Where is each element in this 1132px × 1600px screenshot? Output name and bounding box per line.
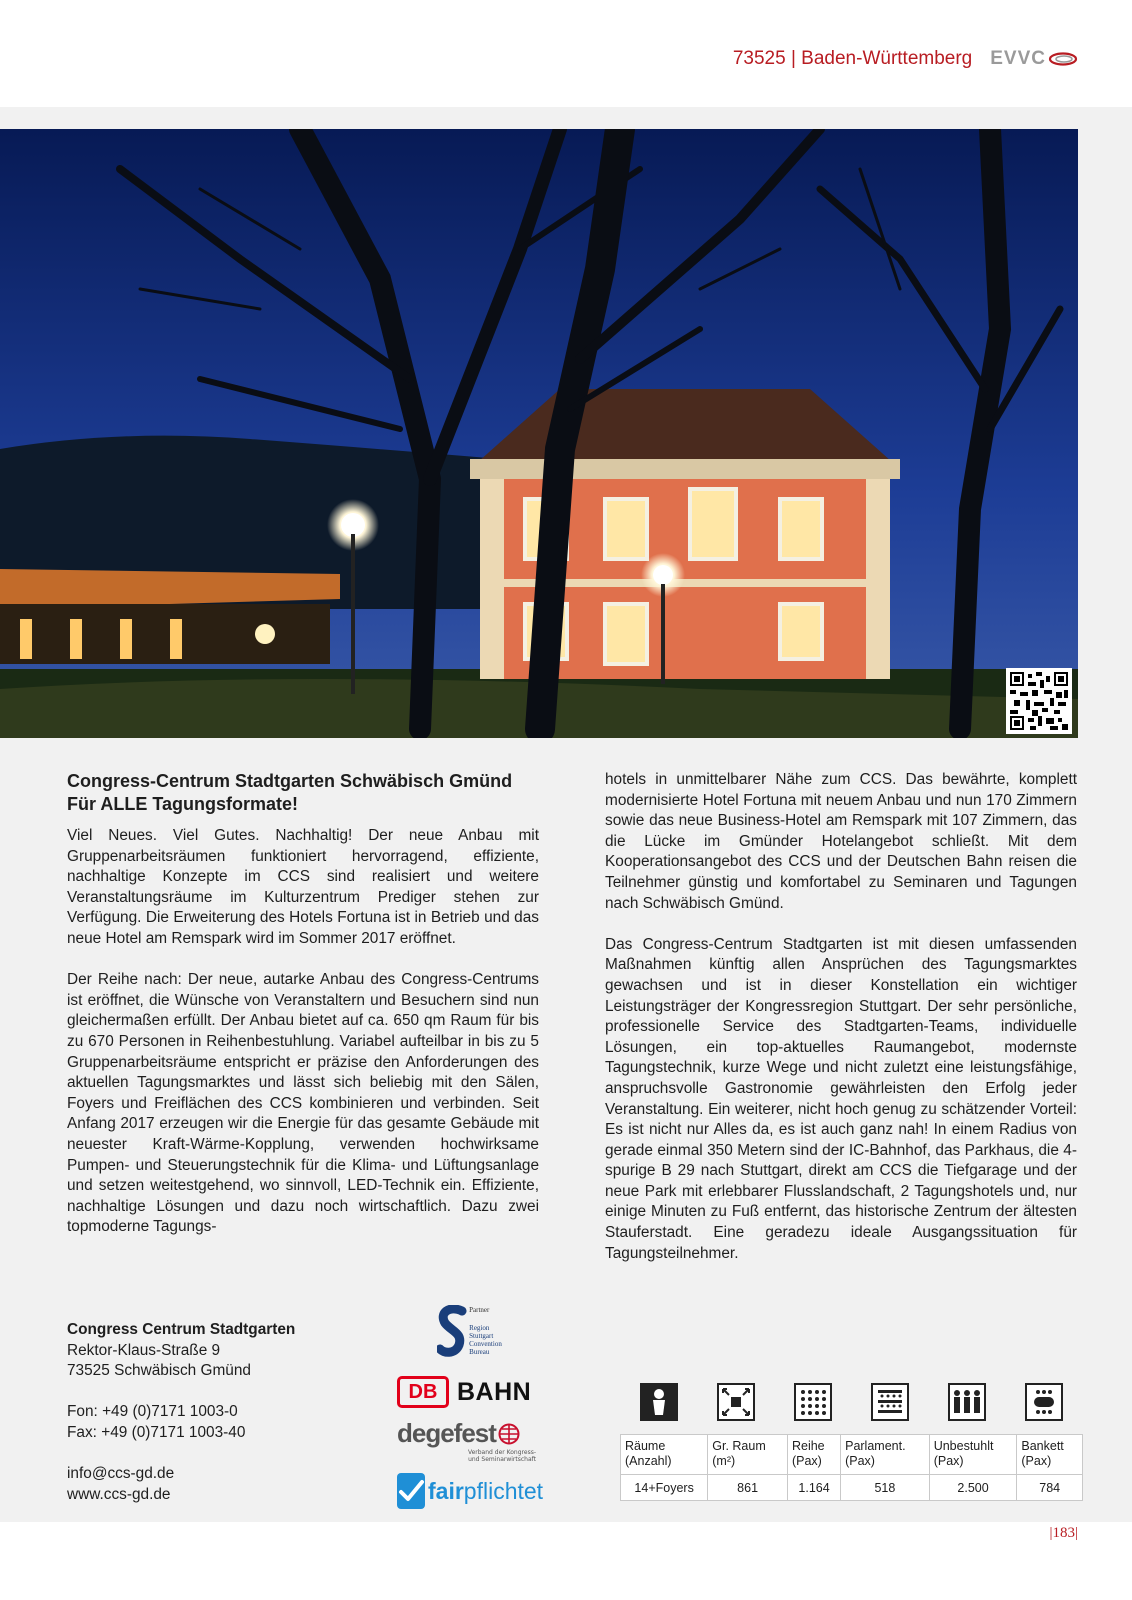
facility-icons-row — [620, 1383, 1083, 1421]
room-size-icon — [717, 1383, 755, 1421]
db-mark: DB — [397, 1376, 449, 1408]
table-header-cell: Bankett (Pax) — [1017, 1435, 1083, 1475]
partner-logos — [397, 1302, 542, 1509]
rscb-s-mark-icon — [437, 1305, 467, 1357]
table-cell: 784 — [1017, 1475, 1083, 1501]
contact-email-link[interactable]: info@ccs-gd.de — [67, 1465, 175, 1483]
table-row — [621, 1475, 1083, 1501]
table-cell: 14+Foyers — [621, 1475, 708, 1501]
article-paragraph: hotels in unmittelbarer Nähe zum CCS. Das bewährte, komplett modernisierte Hotel Fortuna mit neuem Anbau und nun 170 Zimmern sowie das neue Business-Hotel am Remspark mit 107 Zimmern, das die Lücke im Gmünder Hotelangebot schließt. Mit dem Kooperationsangebot des CCS und der Deutschen Bahn reisen die Teilnehmer günstig und komfortabel zu Seminaren und Tagungen nach Schwäbisch Gmünd. — [605, 771, 1077, 912]
article-paragraph: Das Congress-Centrum Stadtgarten ist mit diesen umfassenden Maßnahmen künftig allen Ansprüchen des Tagungsmarktes gewachsen und ist in dieser Konstellation ein wichtiger Leistungsträger der Kongressregion Stuttgart. Der sehr persönliche, professionelle Service des Stadtgarten-Teams, individuelle Lösungen, ein top-aktuelles Raumangebot, modernste Tagungstechnik, kurze Wege und nicht zuletzt eine leistungsfähige, anspruchsvolle Gastronomie gewährleisten den Erfolg jeder Veranstaltung. Ein weiterer, nicht hoch genug zu schätzender Vorteil: Es ist nicht nur Alles da, es ist auch ganz nah! In einem Radius von gerade einmal 350 Metern sind der IC-Bahnhof, das Parkhaus, die 4-spurige B 29 nach Stuttgart, direkt am CCS die Tiefgarage und der neue Park mit erlebbarer Flusslandschaft, 2 Tagungshotels und, nur einige Minuten zu Fuß entfernt, das historische Zentrum der ältesten Stauferstadt. Eine geradezu ideale Ausgangssituation für Tagungsteilnehmer. — [605, 935, 1077, 1262]
parliament-seating-icon — [871, 1383, 909, 1421]
table-header-cell: Räume (Anzahl) — [621, 1435, 708, 1475]
page-header — [733, 48, 1078, 70]
article-headline: Congress-Centrum Stadtgarten Schwäbisch Gmünd Für ALLE Tagungsformate! — [67, 771, 513, 814]
contact-name: Congress Centrum Stadtgarten — [67, 1321, 296, 1338]
contact-city: 73525 Schwäbisch Gmünd — [67, 1362, 251, 1380]
table-header-cell: Gr. Raum (m²) — [708, 1435, 788, 1475]
db-bahn-logo — [397, 1376, 542, 1408]
table-cell: 2.500 — [929, 1475, 1017, 1501]
night-building-illustration — [0, 129, 1078, 738]
db-wordmark: BAHN — [457, 1377, 532, 1406]
venue-photo — [0, 129, 1078, 738]
single-person-icon — [640, 1383, 678, 1421]
contact-block — [67, 1320, 295, 1505]
table-header-cell: Parlament. (Pax) — [841, 1435, 930, 1475]
contact-phone[interactable]: Fon: +49 (0)7171 1003-0 — [67, 1403, 238, 1421]
evvc-logo: EVVC — [990, 48, 1078, 70]
contact-street: Rektor-Klaus-Straße 9 — [67, 1341, 221, 1359]
facility-facts-table — [620, 1434, 1083, 1501]
table-cell: 1.164 — [787, 1475, 840, 1501]
table-cell: 518 — [841, 1475, 930, 1501]
degefest-logo: degefest Verband der Kongress- und Seminarwirtschaft — [397, 1418, 536, 1463]
article-paragraph: Viel Neues. Viel Gutes. Nachhaltig! Der neue Anbau mit Gruppenarbeitsräumen funktioniert hervorragend, effiziente, nachhaltige Konzepte im CCS sind realisiert und weitere Veranstaltungsräume im Kulturzentrum Prediger stehen zur Verfügung. Die Erweiterung des Hotels Fortuna ist in Betrieb und das neue Hotel am Remspark wird im Sommer 2017 eröffnet. — [67, 827, 539, 947]
row-seating-icon — [794, 1383, 832, 1421]
table-header-row — [621, 1435, 1083, 1475]
article-paragraph: Der Reihe nach: Der neue, autarke Anbau des Congress-Centrums ist eröffnet, die Wünsche von Veranstaltern und Besuchern sind nun gleichermaßen erfüllt. Der Anbau bietet auf ca. 650 qm Raum für bis zu 670 Personen in Reihenbestuhlung. Variabel aufteilbar in bis zu 5 Gruppenarbeitsräume entspricht er präzise den Anforderungen des aktuellen Tagungsmarktes und lässt sich beliebig mit den Sälen, Foyers und Freiflächen des CCS kombinieren und verbinden. Seit Anfang 2017 erzeugen wir die Energie für das gesamte Gebäude mit neuester Kraft-Wärme-Kopplung, verwenden hochwirksame Pumpen- und Steuerungstechnik für die Klima- und Lüftungsanlage und setzen weitestgehend, wo sinnvoll, LED-Technik ein. Effiziente, nachhaltige Lösungen und dazu noch wirtschaftlich. Dazu zwei topmoderne Tagungs- — [67, 971, 539, 1236]
checkmark-icon — [397, 1473, 425, 1509]
degefest-globe-icon — [498, 1423, 520, 1445]
article-column-left — [67, 770, 539, 1238]
qr-code-icon[interactable] — [1006, 668, 1072, 734]
table-cell: 861 — [708, 1475, 788, 1501]
banquet-table-icon — [1025, 1383, 1063, 1421]
table-header-cell: Reihe (Pax) — [787, 1435, 840, 1475]
evvc-swoosh-icon — [1048, 51, 1078, 67]
page-number: |183| — [1049, 1525, 1078, 1541]
region-label: 73525 | Baden-Württemberg — [732, 48, 973, 69]
fairpflichtet-logo: fairpflichtet — [397, 1473, 542, 1509]
contact-website-link[interactable]: www.ccs-gd.de — [67, 1485, 171, 1503]
article-column-right — [605, 770, 1077, 1264]
standing-people-icon — [948, 1383, 986, 1421]
contact-fax: Fax: +49 (0)7171 1003-40 — [67, 1423, 246, 1441]
table-header-cell: Unbestuhlt (Pax) — [929, 1435, 1017, 1475]
region-stuttgart-convention-bureau-logo: Partner Region Stuttgart Convention Bureau — [397, 1302, 542, 1360]
